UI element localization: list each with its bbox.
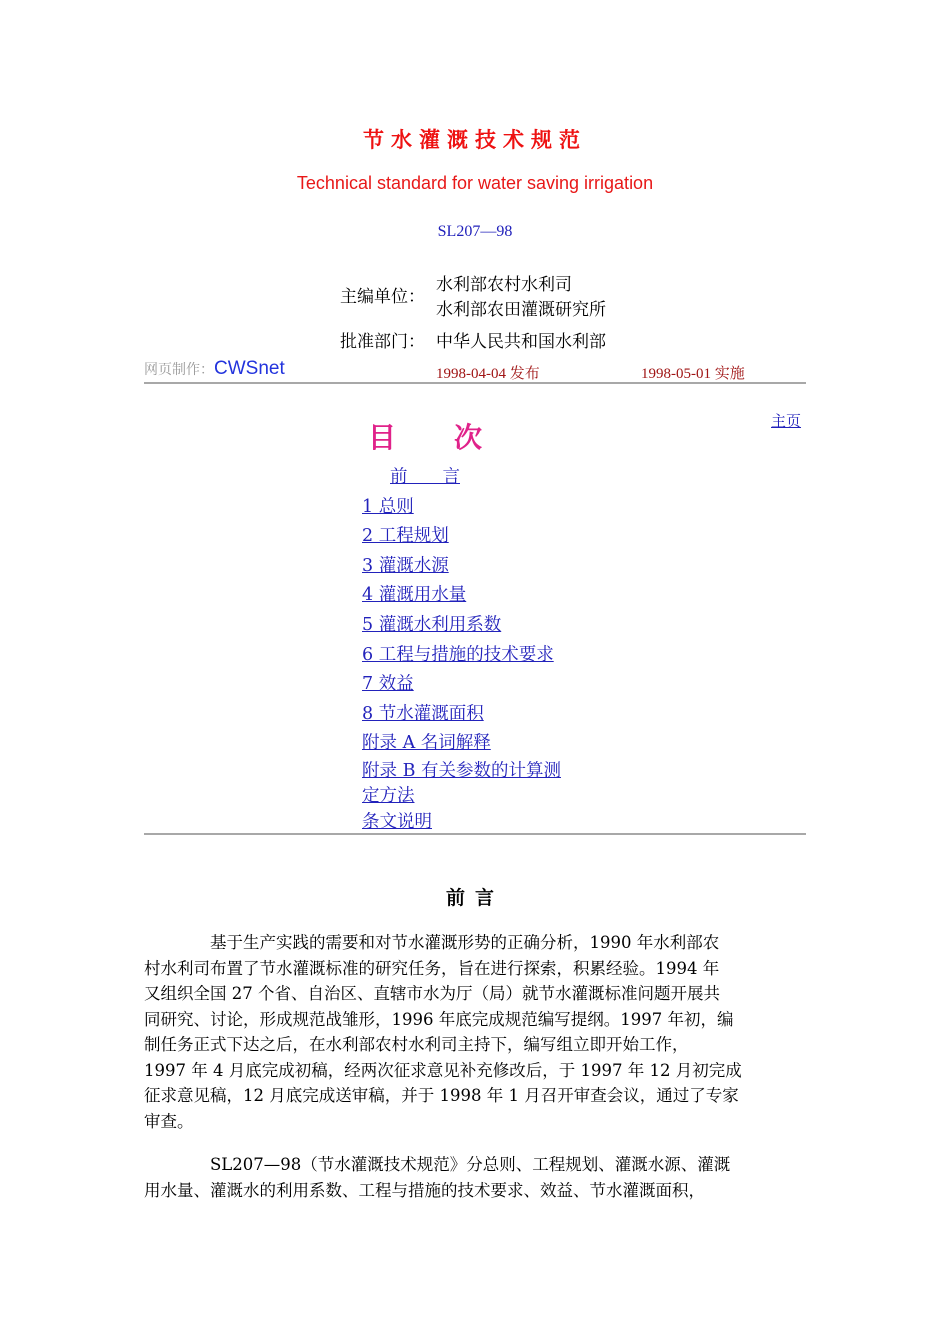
foreword-paragraph-1 — [144, 930, 806, 1134]
toc-item-4[interactable]: 4 灌溉用水量 — [362, 585, 467, 605]
toc-item-3[interactable]: 3 灌溉水源 — [362, 556, 449, 576]
toc-item-5[interactable]: 5 灌溉水利用系数 — [362, 615, 502, 635]
toc-item-foreword[interactable]: 前 言 — [390, 467, 460, 487]
editor-label: 主编单位： — [340, 287, 425, 307]
approver-label: 批准部门： — [340, 332, 425, 352]
publish-date: 1998-04-04 发布 — [436, 366, 540, 382]
paragraph-line: 用水量、灌溉水的利用系数、工程与措施的技术要求、效益、节水灌溉面积， — [144, 1180, 705, 1200]
toc-item-2[interactable]: 2 工程规划 — [362, 526, 449, 546]
paragraph-line: 又组织全国 27 个省、自治区、直辖市水为厅（局）就节水灌溉标准问题开展共 — [144, 984, 720, 1003]
page-credit — [144, 358, 285, 380]
document-title-en: Technical standard for water saving irrigation — [296, 173, 654, 193]
editor-1: 水利部农村水利司 — [436, 275, 572, 295]
paragraph-line: 同研究、讨论，形成规范战雏形，1996 年底完成规范编写提纲。1997 年初，编 — [144, 1009, 734, 1029]
paragraph-line: 1997 年 4 月底完成初稿，经两次征求意见补充修改后，于 1997 年 12 月初完成 — [144, 1060, 742, 1080]
toc-item-8[interactable]: 8 节水灌溉面积 — [362, 704, 484, 724]
divider-top — [144, 382, 806, 384]
editor-2: 水利部农田灌溉研究所 — [436, 300, 606, 320]
credit-label: 网页制作： — [144, 362, 214, 378]
foreword-paragraph-2 — [144, 1152, 806, 1203]
paragraph-line: 基于生产实践的需要和对节水灌溉形势的正确分析，1990 年水利部农 — [210, 933, 720, 952]
toc-title-char-2: 次 — [454, 421, 483, 454]
approver: 中华人民共和国水利部 — [436, 332, 606, 352]
paragraph-line: 制任务正式下达之后，在水利部农村水利司主持下，编写组立即开始工作， — [144, 1035, 689, 1054]
credit-link[interactable]: CWSnet — [214, 358, 285, 379]
toc-item-notes[interactable]: 条文说明 — [362, 812, 432, 832]
foreword-title: 前言 — [445, 887, 504, 909]
paragraph-line: 征求意见稿，12 月底完成送审稿，并于 1998 年 1 月召开审查会议，通过了专家 — [144, 1086, 739, 1105]
toc-title — [368, 416, 482, 456]
paragraph-line: 审查。 — [144, 1111, 194, 1131]
toc-item-7[interactable]: 7 效益 — [362, 674, 414, 694]
standard-code: SL207—98 — [437, 223, 513, 240]
paragraph-line: SL207—98（节水灌溉技术规范》分总则、工程规划、灌溉水源、灌溉 — [210, 1155, 731, 1174]
toc-item-appendix-a[interactable]: 附录 A 名词解释 — [362, 733, 491, 753]
toc-item-appendix-b[interactable]: 附录 B 有关参数的计算测 — [362, 761, 561, 781]
paragraph-line: 村水利司布置了节水灌溉标准的研究任务，旨在进行探索，积累经验。1994 年 — [144, 958, 720, 978]
document-title-cn: 节水灌溉技术规范 — [363, 128, 587, 152]
effective-date: 1998-05-01 实施 — [641, 366, 745, 382]
toc-item-1[interactable]: 1 总则 — [362, 497, 414, 517]
toc-item-appendix-b-cont[interactable]: 定方法 — [362, 786, 415, 806]
toc-item-6[interactable]: 6 工程与措施的技术要求 — [362, 645, 554, 665]
home-link[interactable]: 主页 — [771, 412, 802, 430]
toc-title-char-1: 目 — [368, 421, 397, 454]
divider-bottom — [144, 833, 806, 835]
